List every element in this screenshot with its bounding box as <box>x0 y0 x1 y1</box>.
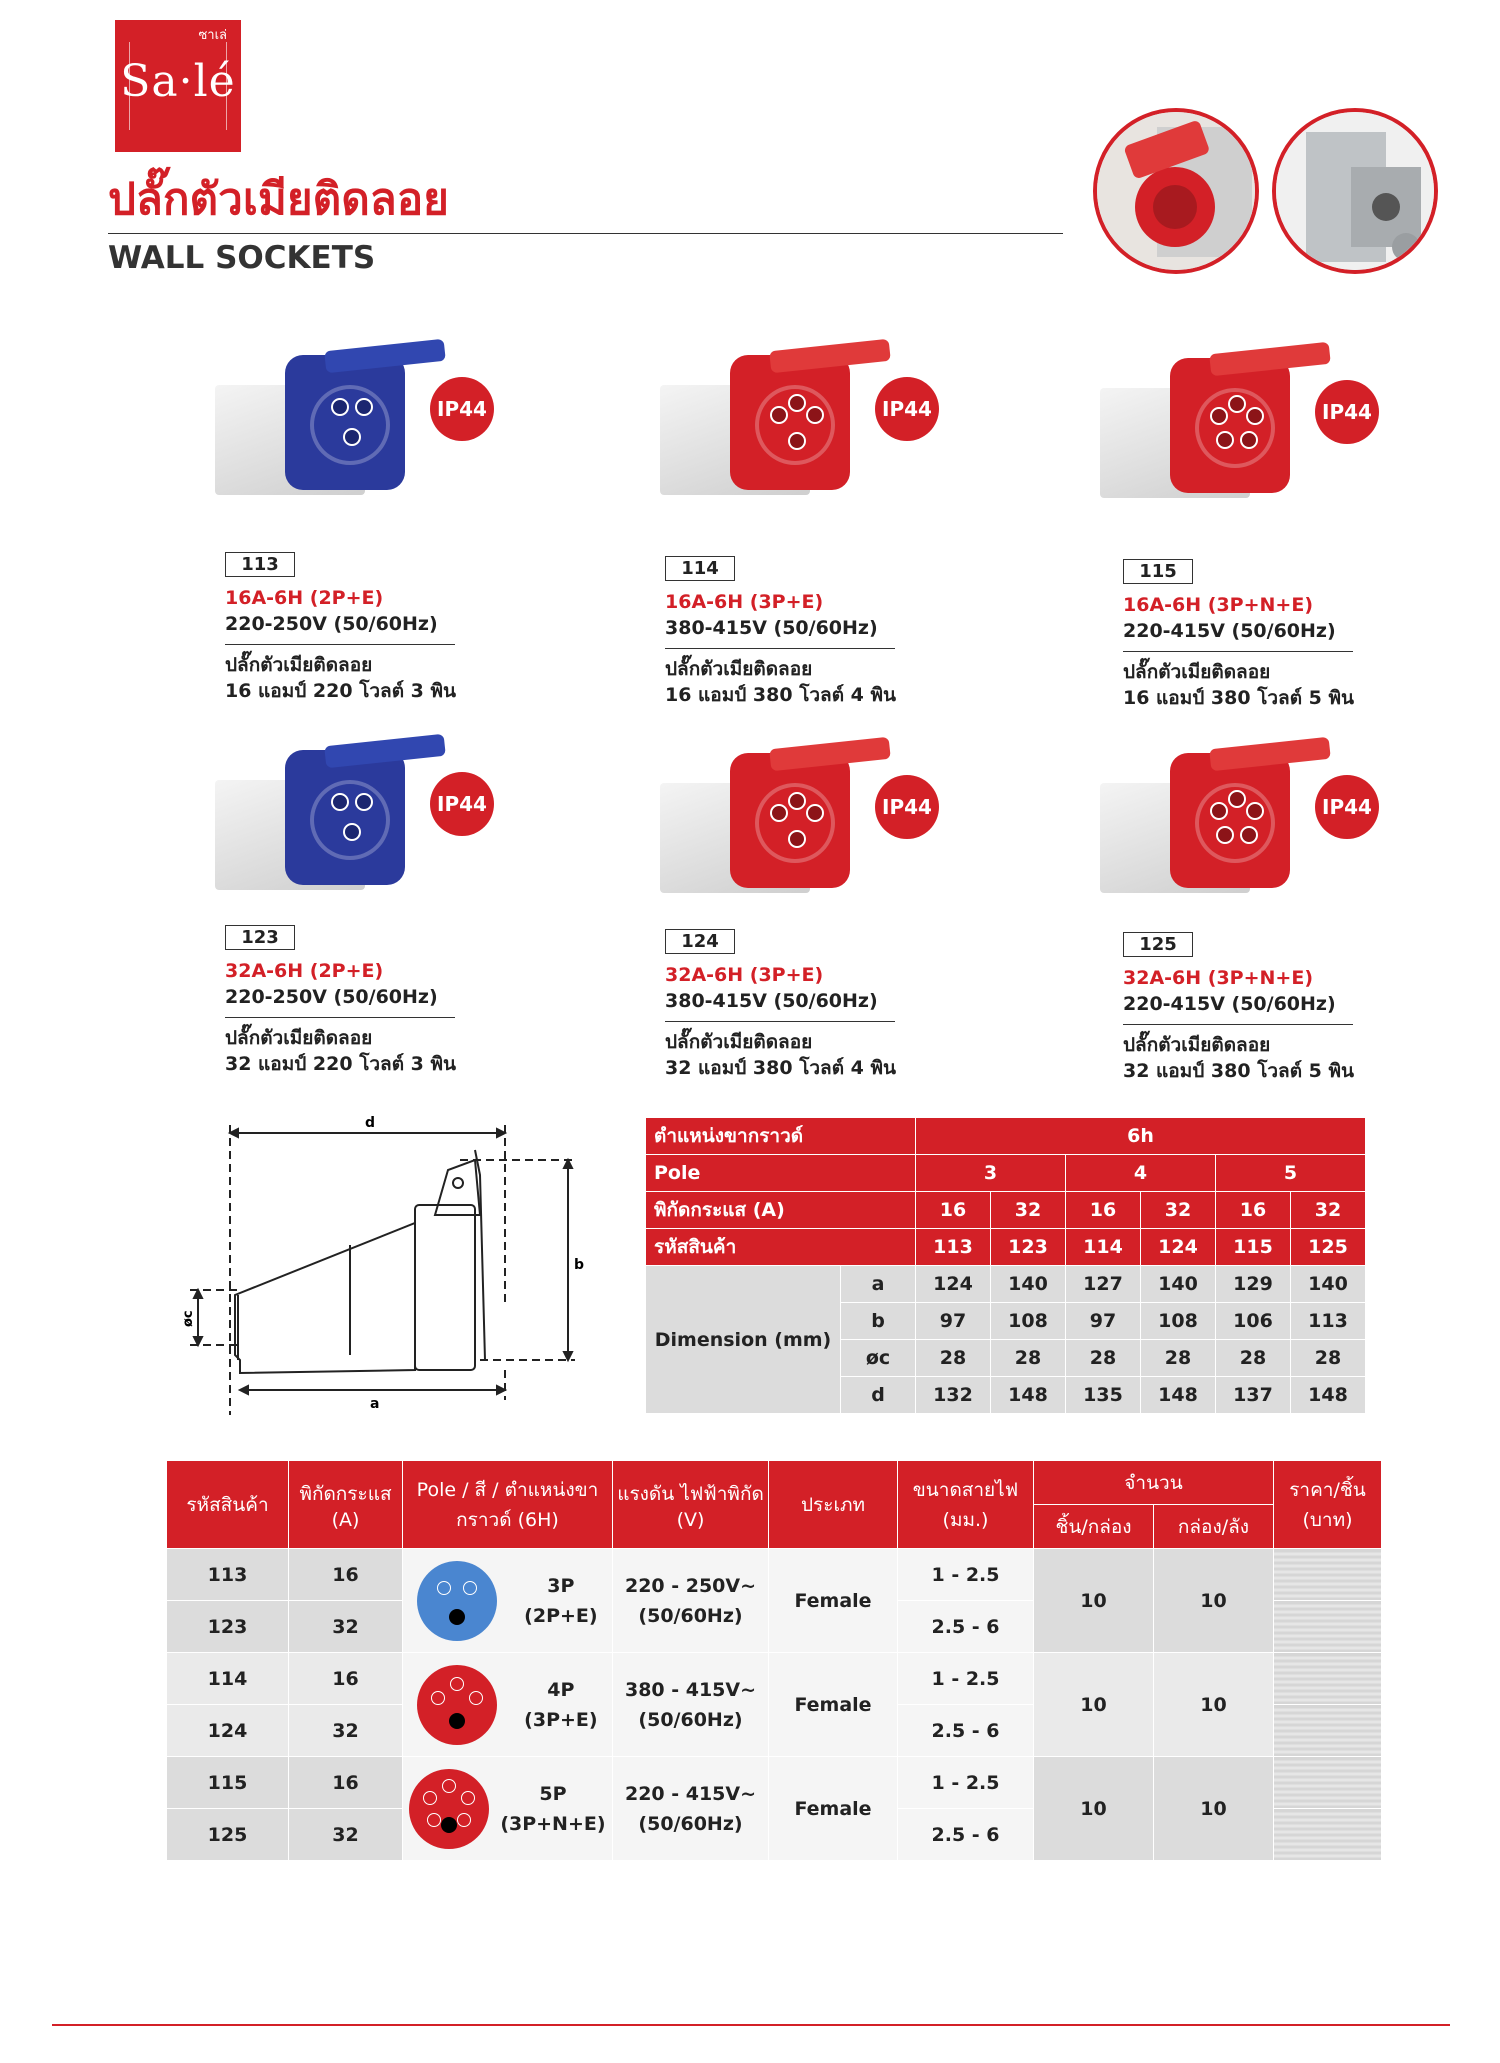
socket-pin <box>1240 826 1258 844</box>
voltage-frequency: (50/60Hz) <box>638 1708 743 1731</box>
dimension-value: 28 <box>1291 1340 1366 1377</box>
spec-divider <box>665 648 895 649</box>
dim-current-cell: 16 <box>1066 1192 1141 1229</box>
pin-hole <box>450 1677 464 1691</box>
dim-row-position-label: ตำแหน่งขากราวด์ <box>646 1118 916 1155</box>
footer-rule <box>52 2024 1450 2026</box>
pole-config: (3P+E) <box>524 1708 598 1731</box>
socket-pin <box>355 793 373 811</box>
code-cell: 123 <box>167 1601 289 1653</box>
socket-pin <box>806 406 824 424</box>
diagram-label-b: b <box>574 1257 585 1273</box>
socket-pin <box>1210 802 1228 820</box>
dimension-value: 148 <box>1291 1377 1366 1414</box>
pin-hole <box>423 1791 437 1805</box>
dimension-value: 135 <box>1066 1377 1141 1414</box>
qty-case-cell: 10 <box>1154 1549 1274 1653</box>
dimension-value: 28 <box>991 1340 1066 1377</box>
socket-pin <box>355 398 373 416</box>
ip-rating-badge: IP44 <box>875 377 939 441</box>
code-cell: 113 <box>167 1549 289 1601</box>
product-code-box: 125 <box>1123 932 1193 957</box>
socket-face <box>310 780 390 860</box>
product-rating: 16A-6H (3P+N+E) <box>1123 594 1313 616</box>
product-description-line1: ปลั๊กตัวเมียติดลอย <box>225 1027 373 1049</box>
logo-thai: ซาเล่ <box>198 28 227 43</box>
socket-pin <box>343 428 361 446</box>
type-cell: Female <box>769 1757 898 1861</box>
dim-current-cell: 16 <box>916 1192 991 1229</box>
socket-pin <box>806 804 824 822</box>
diagram-label-a: a <box>370 1396 380 1412</box>
wire-cell: 1 - 2.5 <box>898 1549 1034 1601</box>
socket-face <box>755 783 835 863</box>
product-voltage: 220-250V (50/60Hz) <box>225 613 438 635</box>
pole-count: 5P <box>539 1782 567 1805</box>
product-code-box: 124 <box>665 929 735 954</box>
dimension-key: d <box>841 1377 916 1414</box>
page-title-english: WALL SOCKETS <box>108 240 376 276</box>
earth-pin <box>449 1713 465 1729</box>
dim-current-cell: 32 <box>1291 1192 1366 1229</box>
dim-position-value: 6h <box>916 1118 1366 1155</box>
product-description-line1: ปลั๊กตัวเมียติดลอย <box>665 1031 813 1053</box>
voltage-frequency: (50/60Hz) <box>638 1812 743 1835</box>
product-description-line2: 16 แอมป์ 220 โวลต์ 3 พิน <box>225 680 457 702</box>
socket-face <box>1195 783 1275 863</box>
dimension-value: 113 <box>1291 1303 1366 1340</box>
dim-row-code-label: รหัสสินค้า <box>646 1229 916 1266</box>
price-cell <box>1274 1809 1382 1861</box>
socket-pin <box>1228 395 1246 413</box>
price-cell <box>1274 1757 1382 1809</box>
header-price: ราคา/ชิ้น (บาท) <box>1274 1461 1382 1549</box>
ip-rating-badge: IP44 <box>875 775 939 839</box>
dimension-key: b <box>841 1303 916 1340</box>
code-cell: 124 <box>167 1705 289 1757</box>
brand-logo <box>115 20 241 152</box>
dimension-value: 137 <box>1216 1377 1291 1414</box>
dimension-value: 148 <box>1141 1377 1216 1414</box>
dimension-value: 97 <box>1066 1303 1141 1340</box>
product-description-line2: 16 แอมป์ 380 โวลต์ 4 พิน <box>665 684 897 706</box>
header-voltage: แรงดัน ไฟฟ้าพิกัด (V) <box>613 1461 769 1549</box>
dim-code-cell: 124 <box>1141 1229 1216 1266</box>
dim-current-cell: 16 <box>1216 1192 1291 1229</box>
voltage-cell <box>613 1757 769 1861</box>
socket-pin <box>788 394 806 412</box>
logo-wordmark: Sa·lé <box>120 56 236 107</box>
dim-code-cell: 115 <box>1216 1229 1291 1266</box>
dimension-key: a <box>841 1266 916 1303</box>
dim-row-current-label: พิกัดกระแส (A) <box>646 1192 916 1229</box>
ip-rating-badge: IP44 <box>430 772 494 836</box>
socket-face <box>310 385 390 465</box>
voltage-range: 380 - 415V~ <box>624 1678 757 1701</box>
dimension-value: 127 <box>1066 1266 1141 1303</box>
table-row <box>167 1757 1382 1809</box>
socket-pin <box>1216 826 1234 844</box>
spec-divider <box>225 1017 455 1018</box>
pole-cell <box>403 1653 613 1757</box>
header-qty-case: กล่อง/ลัง <box>1154 1505 1274 1549</box>
header-qty: จำนวน <box>1034 1461 1274 1505</box>
diagram-label-c: øc <box>181 1310 196 1327</box>
voltage-cell <box>613 1549 769 1653</box>
socket-pin <box>1246 407 1264 425</box>
voltage-frequency: (50/60Hz) <box>638 1604 743 1627</box>
wire-cell: 1 - 2.5 <box>898 1757 1034 1809</box>
product-description-line1: ปลั๊กตัวเมียติดลอย <box>665 658 813 680</box>
code-cell: 125 <box>167 1809 289 1861</box>
product-description-line2: 32 แอมป์ 380 โวลต์ 4 พิน <box>665 1057 897 1079</box>
type-cell: Female <box>769 1653 898 1757</box>
page-title-thai: ปลั๊กตัวเมียติดลอย <box>108 174 449 225</box>
socket-pin <box>331 793 349 811</box>
product-description-line1: ปลั๊กตัวเมียติดลอย <box>1123 1034 1271 1056</box>
wire-cell: 2.5 - 6 <box>898 1705 1034 1757</box>
product-voltage: 380-415V (50/60Hz) <box>665 990 878 1012</box>
dimension-value: 140 <box>1291 1266 1366 1303</box>
dim-pole: 3 <box>916 1155 1066 1192</box>
dimension-value: 108 <box>1141 1303 1216 1340</box>
product-description-line2: 32 แอมป์ 220 โวลต์ 3 พิน <box>225 1053 457 1075</box>
product-description-line2: 32 แอมป์ 380 โวลต์ 5 พิน <box>1123 1060 1355 1082</box>
dim-code-cell: 123 <box>991 1229 1066 1266</box>
dimension-diagram <box>180 1105 610 1420</box>
dimension-value: 140 <box>1141 1266 1216 1303</box>
product-code-box: 115 <box>1123 559 1193 584</box>
dim-code-cell: 113 <box>916 1229 991 1266</box>
pole-diagram-icon <box>409 1769 489 1849</box>
dim-code-cell: 114 <box>1066 1229 1141 1266</box>
product-rating: 16A-6H (3P+E) <box>665 591 824 613</box>
product-description-line2: 16 แอมป์ 380 โวลต์ 5 พิน <box>1123 687 1355 709</box>
product-voltage: 220-250V (50/60Hz) <box>225 986 438 1008</box>
socket-pin <box>1228 790 1246 808</box>
product-description-line1: ปลั๊กตัวเมียติดลอย <box>225 654 373 676</box>
spec-divider <box>1123 651 1353 652</box>
price-cell <box>1274 1601 1382 1653</box>
header-current: พิกัดกระแส (A) <box>289 1461 403 1549</box>
dimension-value: 132 <box>916 1377 991 1414</box>
earth-pin <box>449 1609 465 1625</box>
dimension-value: 140 <box>991 1266 1066 1303</box>
pin-hole <box>431 1691 445 1705</box>
product-description-line1: ปลั๊กตัวเมียติดลอย <box>1123 661 1271 683</box>
spec-divider <box>1123 1024 1353 1025</box>
wire-cell: 1 - 2.5 <box>898 1653 1034 1705</box>
voltage-range: 220 - 415V~ <box>624 1782 757 1805</box>
current-cell: 16 <box>289 1653 403 1705</box>
spec-divider <box>225 644 455 645</box>
pin-hole <box>427 1813 441 1827</box>
dimension-key: øc <box>841 1340 916 1377</box>
socket-pin <box>770 406 788 424</box>
dimension-value: 28 <box>1141 1340 1216 1377</box>
dim-pole: 4 <box>1066 1155 1216 1192</box>
product-code-box: 123 <box>225 925 295 950</box>
spec-divider <box>665 1021 895 1022</box>
socket-face <box>1195 388 1275 468</box>
pole-count: 4P <box>547 1678 575 1701</box>
dim-current-cell: 32 <box>1141 1192 1216 1229</box>
product-table <box>166 1460 1382 1861</box>
photo-red-socket-closeup <box>1093 108 1259 274</box>
dimension-value: 108 <box>991 1303 1066 1340</box>
product-rating: 32A-6H (3P+E) <box>665 964 824 986</box>
table-row <box>167 1653 1382 1705</box>
pin-hole <box>442 1779 456 1793</box>
ip-rating-badge: IP44 <box>1315 775 1379 839</box>
code-cell: 114 <box>167 1653 289 1705</box>
qty-box-cell: 10 <box>1034 1549 1154 1653</box>
socket-pin <box>343 823 361 841</box>
dim-current-cell: 32 <box>991 1192 1066 1229</box>
dimension-value: 28 <box>1216 1340 1291 1377</box>
current-cell: 32 <box>289 1705 403 1757</box>
socket-pin <box>788 792 806 810</box>
dim-pole: 5 <box>1216 1155 1366 1192</box>
pole-diagram-icon <box>417 1665 497 1745</box>
socket-face <box>755 385 835 465</box>
pole-config: (3P+N+E) <box>500 1812 606 1835</box>
pole-cell <box>403 1757 613 1861</box>
dimension-value: 28 <box>916 1340 991 1377</box>
header-code: รหัสสินค้า <box>167 1461 289 1549</box>
header-type: ประเภท <box>769 1461 898 1549</box>
product-voltage: 220-415V (50/60Hz) <box>1123 620 1336 642</box>
wire-cell: 2.5 - 6 <box>898 1601 1034 1653</box>
current-cell: 32 <box>289 1601 403 1653</box>
qty-box-cell: 10 <box>1034 1653 1154 1757</box>
ip-rating-badge: IP44 <box>1315 380 1379 444</box>
ip-rating-badge: IP44 <box>430 377 494 441</box>
header-wire: ขนาดสายไฟ (มม.) <box>898 1461 1034 1549</box>
pin-hole <box>437 1581 451 1595</box>
dimension-value: 124 <box>916 1266 991 1303</box>
socket-pin <box>331 398 349 416</box>
pole-count: 3P <box>547 1574 575 1597</box>
product-code-box: 113 <box>225 552 295 577</box>
price-cell <box>1274 1549 1382 1601</box>
socket-pin <box>1246 802 1264 820</box>
dimension-value: 97 <box>916 1303 991 1340</box>
wire-cell: 2.5 - 6 <box>898 1809 1034 1861</box>
dimension-label: Dimension (mm) <box>646 1266 841 1414</box>
pole-cell <box>403 1549 613 1653</box>
current-cell: 16 <box>289 1549 403 1601</box>
header-pole: Pole / สี / ตำแหน่งขากราวด์ (6H) <box>403 1461 613 1549</box>
current-cell: 32 <box>289 1809 403 1861</box>
voltage-cell <box>613 1653 769 1757</box>
pin-hole <box>461 1791 475 1805</box>
pin-hole <box>457 1813 471 1827</box>
product-rating: 32A-6H (3P+N+E) <box>1123 967 1313 989</box>
dim-row-pole-label: Pole <box>646 1155 916 1192</box>
dim-code-cell: 125 <box>1291 1229 1366 1266</box>
product-code-box: 114 <box>665 556 735 581</box>
socket-pin <box>1240 431 1258 449</box>
pole-config: (2P+E) <box>524 1604 598 1627</box>
dimension-value: 148 <box>991 1377 1066 1414</box>
photo-grey-back-housing <box>1272 108 1438 274</box>
product-rating: 32A-6H (2P+E) <box>225 960 384 982</box>
qty-case-cell: 10 <box>1154 1757 1274 1861</box>
product-voltage: 380-415V (50/60Hz) <box>665 617 878 639</box>
pole-diagram-icon <box>417 1561 497 1641</box>
product-voltage: 220-415V (50/60Hz) <box>1123 993 1336 1015</box>
socket-pin <box>1216 431 1234 449</box>
header-qty-box: ชิ้น/กล่อง <box>1034 1505 1154 1549</box>
socket-pin <box>1210 407 1228 425</box>
socket-pin <box>788 830 806 848</box>
type-cell: Female <box>769 1549 898 1653</box>
socket-pin <box>788 432 806 450</box>
qty-box-cell: 10 <box>1034 1757 1154 1861</box>
code-cell: 115 <box>167 1757 289 1809</box>
earth-pin <box>441 1817 457 1833</box>
diagram-label-d: d <box>365 1115 376 1131</box>
product-rating: 16A-6H (2P+E) <box>225 587 384 609</box>
dimension-value: 129 <box>1216 1266 1291 1303</box>
dimension-value: 28 <box>1066 1340 1141 1377</box>
pin-hole <box>469 1691 483 1705</box>
dimension-table <box>645 1117 1366 1414</box>
price-cell <box>1274 1653 1382 1705</box>
price-cell <box>1274 1705 1382 1757</box>
pin-hole <box>463 1581 477 1595</box>
dimension-value: 106 <box>1216 1303 1291 1340</box>
title-divider <box>108 233 1063 234</box>
socket-pin <box>770 804 788 822</box>
voltage-range: 220 - 250V~ <box>624 1574 757 1597</box>
current-cell: 16 <box>289 1757 403 1809</box>
qty-case-cell: 10 <box>1154 1653 1274 1757</box>
table-row <box>167 1549 1382 1601</box>
